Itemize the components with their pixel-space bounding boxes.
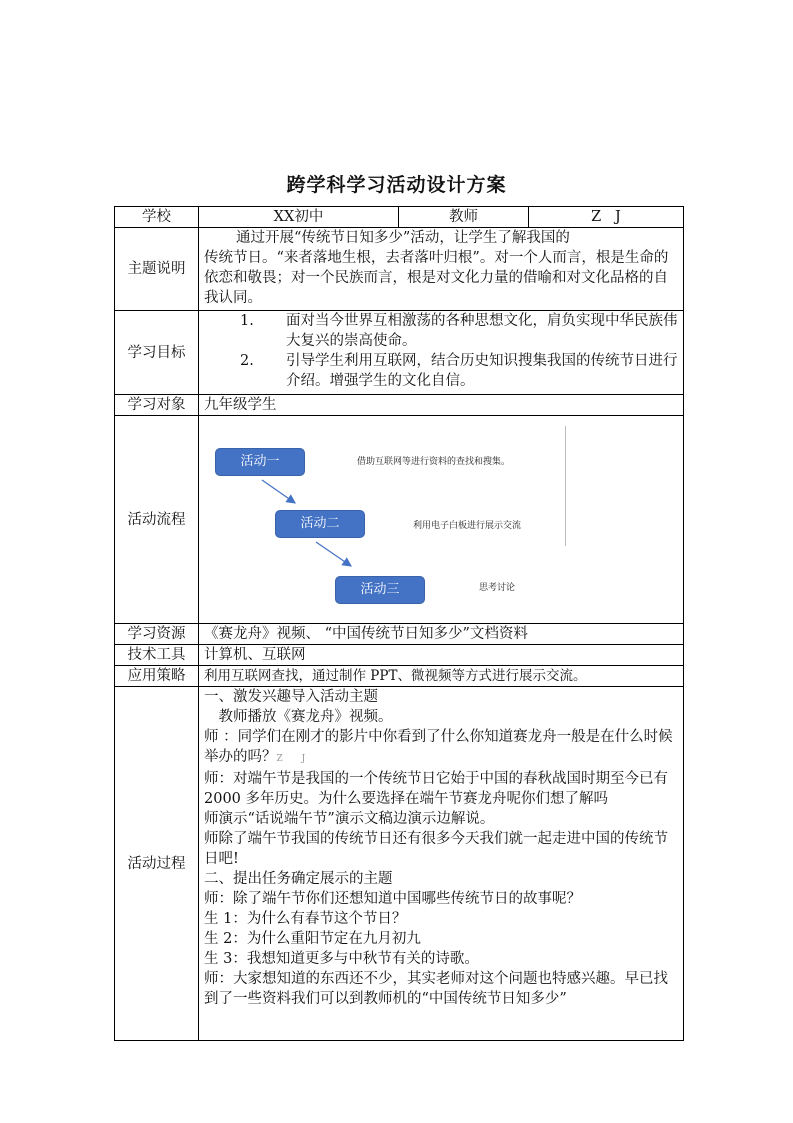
goal-number: 1. (240, 313, 254, 329)
row-school (115, 207, 684, 228)
theme-line1: 通过开展“传统节日知多少”活动，让学生了解我国的 (236, 230, 570, 246)
label-strategy: 应用策略 (115, 666, 199, 687)
label-theme: 主题说明 (115, 228, 199, 311)
arrow-1-to-2 (262, 480, 295, 503)
label-tools: 技术工具 (115, 645, 199, 666)
row-process (115, 687, 684, 1041)
activity-1-note: 借助互联网等进行资料的查找和搜集。 (357, 457, 511, 467)
label-school: 学校 (115, 207, 199, 228)
tools-value: 计算机、互联网 (199, 645, 684, 666)
goal-text: 面对当今世界互相激荡的各种思想文化，肩负实现中华民族伟大复兴的崇高使命。 (286, 313, 678, 349)
process-line: 生 1：为什么有春节这个节日？ (204, 911, 407, 927)
row-goals (115, 311, 684, 395)
activity-1-box: 活动一 (215, 448, 305, 476)
activity-2-note: 利用电子白板进行展示交流 (413, 521, 522, 531)
process-cell (199, 687, 684, 1041)
row-audience (115, 395, 684, 416)
label-audience: 学习对象 (115, 395, 199, 416)
label-teacher: 教师 (399, 207, 529, 228)
goal-text: 引导学生利用互联网，结合历史知识搜集我国的传统节日进行介绍。增强学生的文化自信。 (286, 353, 678, 389)
row-tools (115, 645, 684, 666)
activity-2-box: 活动二 (275, 510, 365, 538)
resources-value: 《赛龙舟》视频、 “中国传统节日知多少”文档资料 (199, 624, 684, 645)
label-goals: 学习目标 (115, 311, 199, 395)
process-line-text: 师 ：同学们在刚才的影片中你看到了什么你知道赛龙舟一般是在什么时候举办的吗？ (204, 729, 673, 765)
audience-value: 九年级学生 (199, 395, 684, 416)
flow-cell (199, 416, 684, 624)
row-resources (115, 624, 684, 645)
label-flow: 活动流程 (115, 416, 199, 624)
arrow-2-to-3 (316, 542, 351, 566)
flow-arrows (199, 416, 683, 622)
flow-diagram (199, 416, 683, 622)
process-line: 师：除了端午节你们还想知道中国哪些传统节日的故事呢？ (204, 891, 581, 907)
goal-number: 2. (240, 353, 254, 369)
process-line: 师：大家想知道的东西还不少，其实老师对这个问题也特感兴趣。早已找到了一些资料我们可以到教师机的“中国传统节日知多少” (204, 971, 668, 1007)
process-line (204, 727, 678, 769)
process-line: 生 2：为什么重阳节定在九月初九 (204, 931, 421, 947)
label-process: 活动过程 (115, 687, 199, 1041)
theme-rest: 传统节日。“来者落地生根，去者落叶归根”。对一个人而言，根是生命的依恋和敬畏；对一个民族而言，根是对文化力量的借喻和对文化品格的自我认同。 (204, 250, 669, 306)
process-line: 一、激发兴趣导入活动主题 (204, 689, 378, 705)
page-title: 跨学科学习活动设计方案 (286, 174, 507, 196)
row-theme (115, 228, 684, 311)
goals-cell (199, 311, 684, 395)
row-strategy (115, 666, 684, 687)
process-line: 生 3：我想知道更多与中秋节有关的诗歌。 (204, 951, 479, 967)
process-line: 师：对端午节是我国的一个传统节日它始于中国的春秋战国时期至今已有 2000 多年历史。为什么要选择在端午节赛龙舟呢你们想了解吗 (204, 771, 668, 807)
row-flow (115, 416, 684, 624)
process-line: 师除了端午节我国的传统节日还有很多今天我们就一起走进中国的传统节日吧! (204, 831, 668, 867)
label-resources: 学习资源 (115, 624, 199, 645)
plan-table (114, 206, 684, 1041)
strategy-value: 利用互联网查找，通过制作 PPT、微视频等方式进行展示交流。 (199, 666, 684, 687)
school-value: XX初中 (199, 207, 399, 228)
theme-text (199, 228, 684, 311)
goals-list (204, 311, 678, 391)
activity-3-note: 思考讨论 (479, 583, 516, 593)
goal-item (204, 311, 678, 351)
process-line: 二、提出任务确定展示的主题 (204, 871, 393, 887)
watermark-text: Z J (276, 754, 314, 764)
goal-item (204, 351, 678, 391)
process-line: 师演示“话说端午节”演示文稿边演示边解说。 (204, 811, 495, 827)
activity-3-box: 活动三 (335, 576, 425, 604)
teacher-value: Z J (529, 207, 684, 228)
process-line: 教师播放《赛龙舟》视频。 (204, 709, 393, 725)
